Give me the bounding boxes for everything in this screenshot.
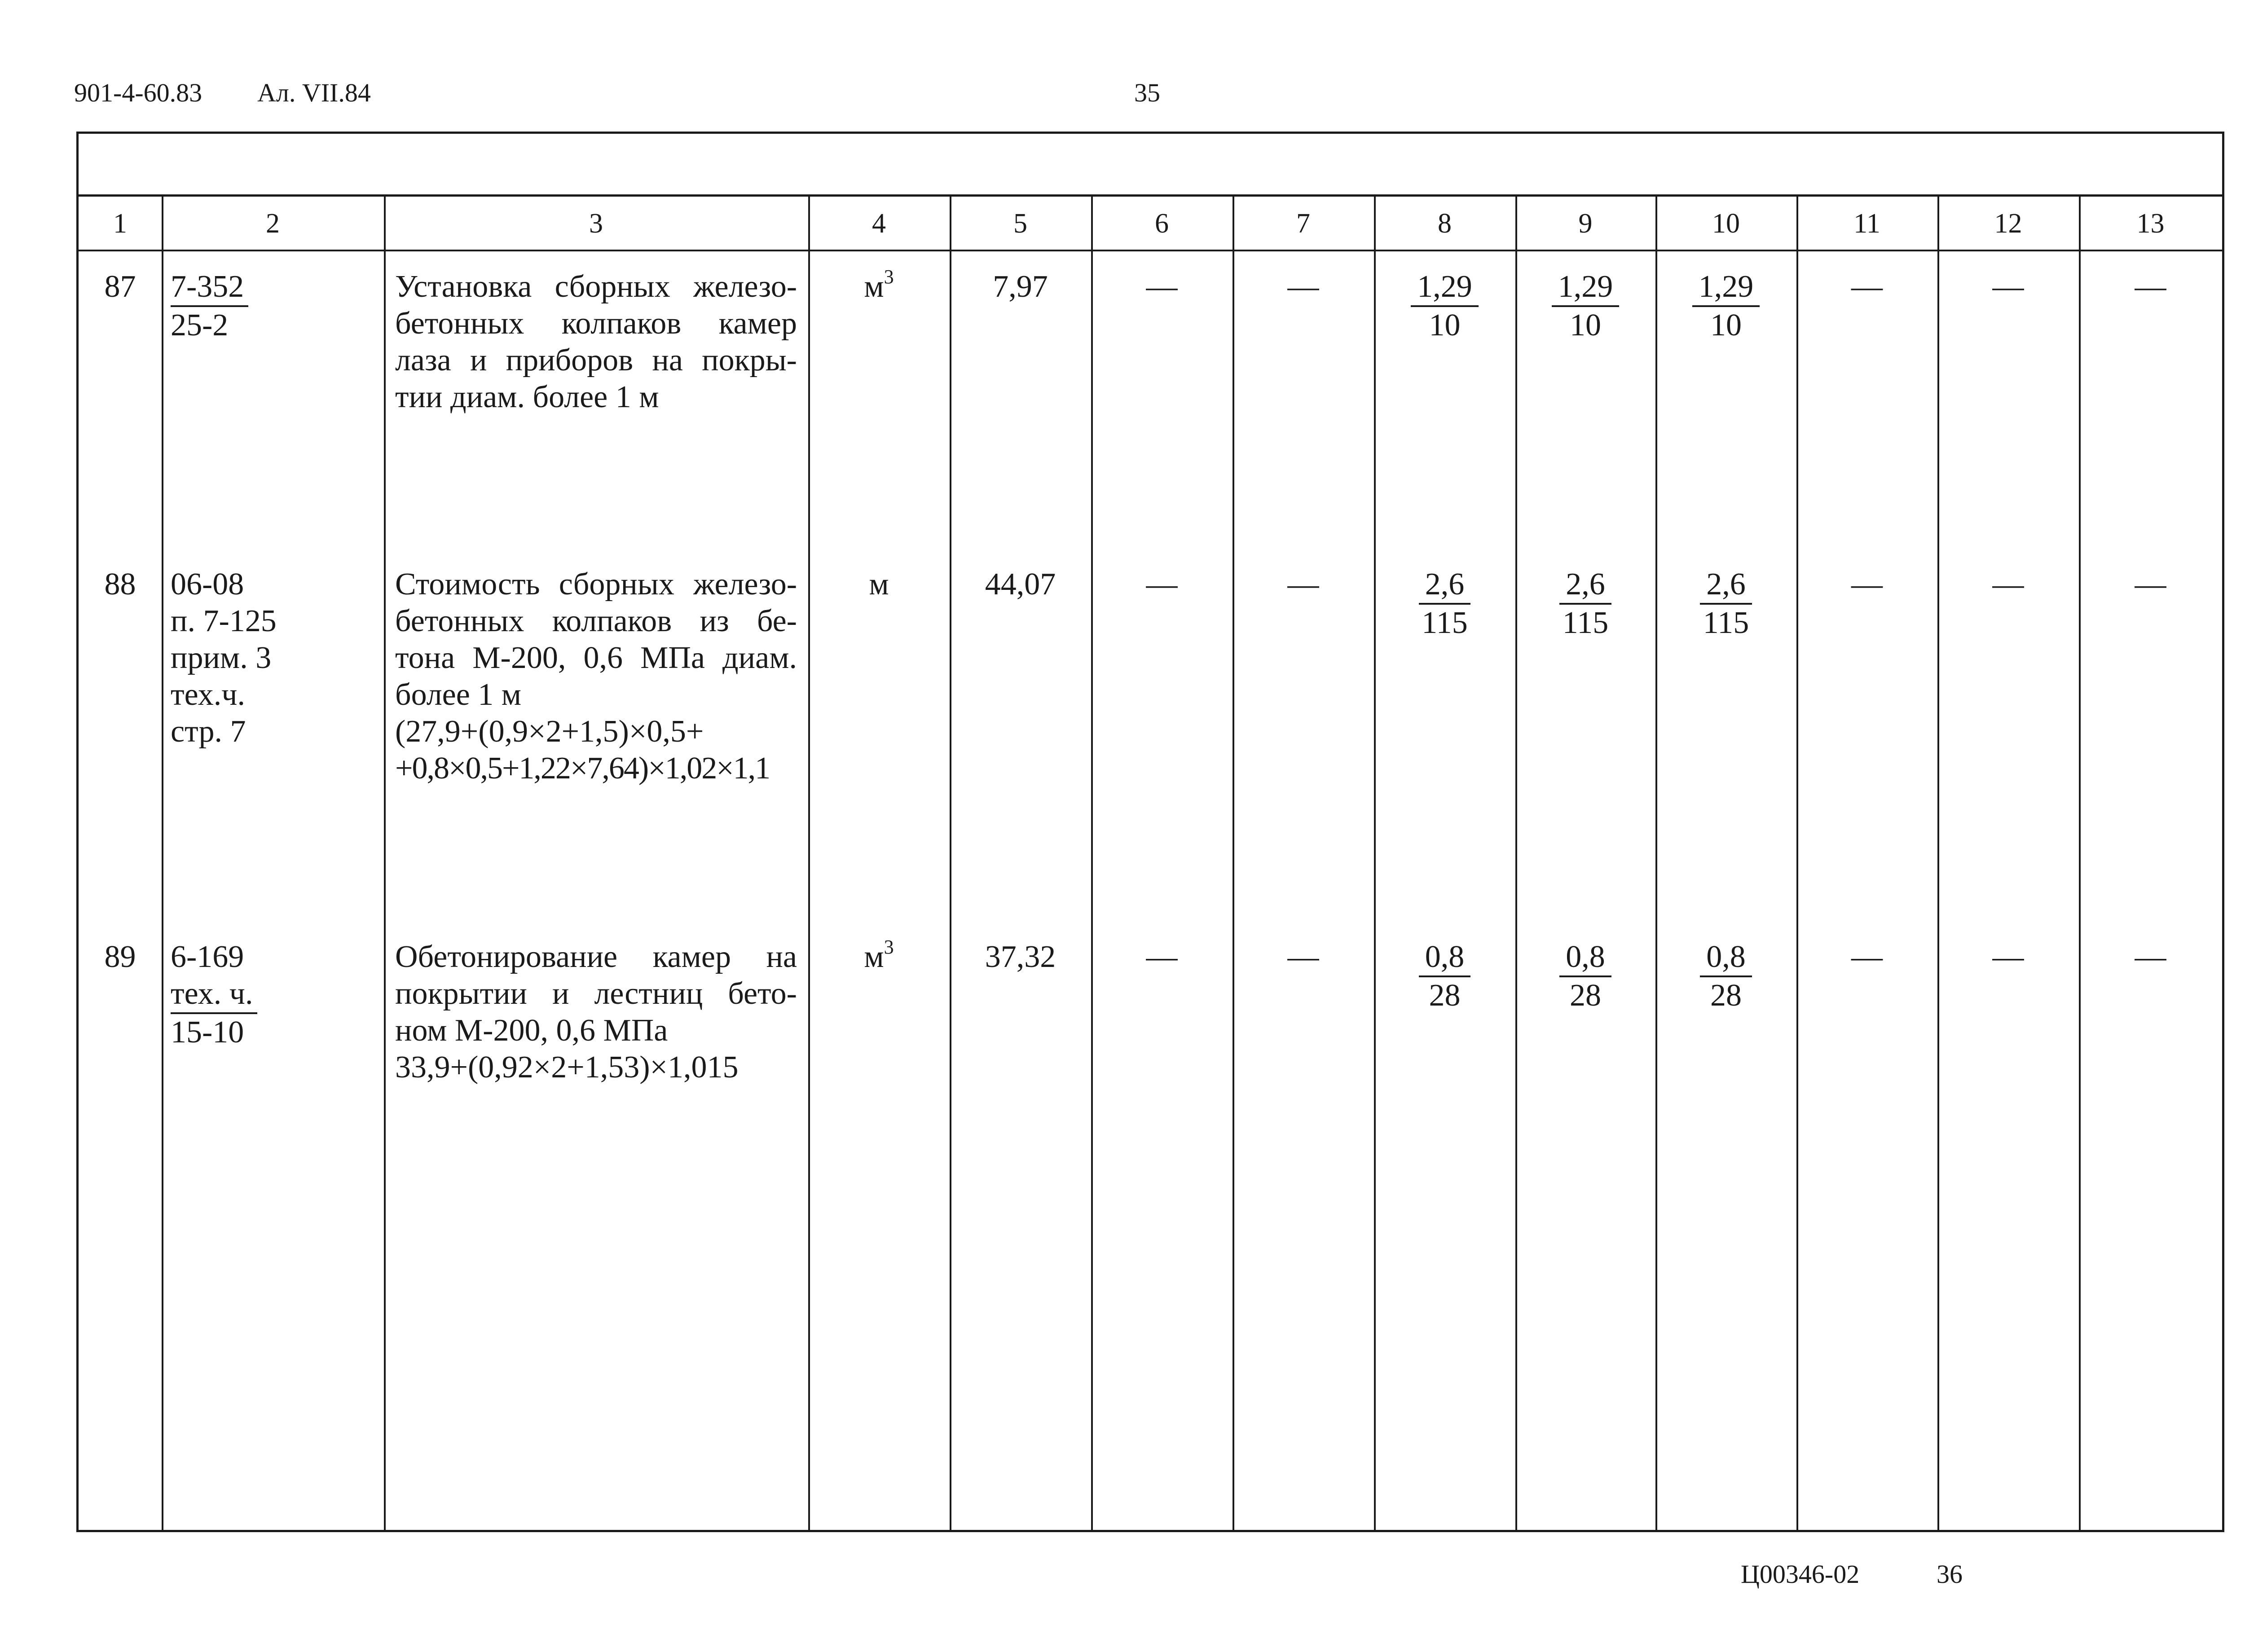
row-number: 89 (104, 940, 136, 974)
fraction-numerator: 0,8 (1700, 939, 1752, 977)
description-line: Обетонирование камер на (395, 940, 797, 974)
description-line: бетонных колпаков камер (395, 306, 797, 341)
column-number-10: 10 (1712, 208, 1740, 239)
norm-code-line: тех.ч. (171, 677, 245, 712)
description-line: покрытии и лестниц бето- (395, 976, 797, 1011)
fraction-numerator: 2,6 (1559, 566, 1611, 605)
col10-fraction (1655, 939, 1796, 1014)
col7-value: — (1287, 269, 1319, 304)
estimate-table (76, 132, 2224, 1532)
col12-value: — (1992, 269, 2024, 304)
column-divider (1515, 194, 1517, 1530)
column-divider (2079, 194, 2081, 1530)
norm-code-numerator: 7-352 (171, 268, 248, 307)
norm-code (171, 939, 257, 1051)
unit (808, 265, 950, 305)
unit (808, 936, 950, 975)
col7-value: — (1287, 940, 1319, 974)
norm-code-numerator: тех. ч. (171, 975, 257, 1014)
norm-code (171, 268, 248, 344)
column-divider (1091, 194, 1093, 1530)
unit-superscript: 3 (884, 936, 894, 958)
column-divider (162, 194, 163, 1530)
fraction-denominator: 10 (1710, 308, 1742, 343)
unit-text: м (864, 269, 884, 304)
norm-code-line: прим. 3 (171, 641, 272, 675)
column-number-7: 7 (1296, 208, 1310, 239)
row-number: 87 (104, 269, 136, 304)
column-number-5: 5 (1013, 208, 1027, 239)
footer-page-number: 36 (1937, 1560, 1963, 1589)
column-number-12: 12 (1994, 208, 2022, 239)
col6-value: — (1146, 567, 1178, 602)
fraction-denominator: 10 (1570, 308, 1601, 343)
fraction-denominator: 28 (1429, 978, 1461, 1013)
column-divider (1233, 194, 1234, 1530)
col6-value: — (1146, 269, 1178, 304)
description-line: (27,9+(0,9×2+1,5)×0,5+ (395, 714, 704, 749)
page-number: 35 (1134, 78, 1160, 107)
col10-fraction (1655, 566, 1796, 641)
col6-value: — (1146, 940, 1178, 974)
column-divider (1374, 194, 1376, 1530)
fraction-denominator: 28 (1570, 978, 1601, 1013)
col8-fraction (1374, 566, 1515, 641)
col13-value: — (2135, 567, 2166, 602)
col12-value: — (1992, 940, 2024, 974)
unit-text: м (864, 940, 884, 974)
norm-code-line: стр. 7 (171, 714, 246, 749)
column-number-11: 11 (1853, 208, 1880, 239)
col11-value: — (1851, 567, 1883, 602)
unit: м (869, 567, 889, 602)
header-row-divider (79, 250, 2222, 251)
fraction-denominator: 10 (1429, 308, 1461, 343)
norm-code-line: п. 7-125 (171, 604, 277, 638)
column-number-4: 4 (872, 208, 886, 239)
col13-value: — (2135, 269, 2166, 304)
column-divider (808, 194, 810, 1530)
fraction-denominator: 115 (1562, 606, 1609, 640)
album-code: Ал. VII.84 (257, 78, 371, 107)
column-divider (950, 194, 951, 1530)
norm-code-line: 6-169 (171, 940, 244, 974)
fraction-numerator: 0,8 (1559, 939, 1611, 977)
description-line: +0,8×0,5+1,22×7,64)×1,02×1,1 (395, 751, 770, 786)
fraction-numerator: 1,29 (1411, 268, 1479, 307)
fraction-denominator: 115 (1703, 606, 1749, 640)
norm-code (171, 566, 277, 750)
description-line: тии диам. более 1 м (395, 380, 659, 414)
column-number-3: 3 (589, 208, 603, 239)
work-description (395, 939, 797, 1086)
unit-superscript: 3 (884, 265, 894, 288)
col9-fraction (1515, 268, 1655, 344)
fraction-denominator: 28 (1710, 978, 1742, 1013)
quantity: 37,32 (985, 940, 1056, 974)
col9-fraction (1515, 939, 1655, 1014)
norm-code-denominator: 25-2 (171, 308, 229, 343)
footer-document-code: Ц00346-02 (1741, 1560, 1860, 1589)
fraction-numerator: 2,6 (1700, 566, 1752, 605)
fraction-numerator: 1,29 (1692, 268, 1760, 307)
column-number-2: 2 (266, 208, 280, 239)
column-number-6: 6 (1155, 208, 1169, 239)
description-line: Установка сборных железо- (395, 269, 797, 304)
document-code: 901-4-60.83 (74, 78, 202, 107)
col9-fraction (1515, 566, 1655, 641)
work-description (395, 268, 797, 416)
column-number-13: 13 (2136, 208, 2165, 239)
col8-fraction (1374, 268, 1515, 344)
quantity: 44,07 (985, 567, 1056, 602)
column-number-8: 8 (1438, 208, 1452, 239)
fraction-denominator: 115 (1422, 606, 1468, 640)
column-divider (1937, 194, 1939, 1530)
fraction-numerator: 0,8 (1419, 939, 1471, 977)
col11-value: — (1851, 269, 1883, 304)
col11-value: — (1851, 940, 1883, 974)
norm-code-line: 06-08 (171, 567, 244, 602)
column-divider (384, 194, 386, 1530)
column-number-1: 1 (113, 208, 127, 239)
column-divider (1796, 194, 1798, 1530)
description-line: тона М-200, 0,6 МПа диам. (395, 641, 797, 675)
column-number-9: 9 (1578, 208, 1593, 239)
fraction-numerator: 2,6 (1419, 566, 1471, 605)
norm-code-denominator: 15-10 (171, 1015, 244, 1050)
description-line: 33,9+(0,92×2+1,53)×1,015 (395, 1050, 739, 1085)
column-divider (1655, 194, 1657, 1530)
description-line: бетонных колпаков из бе- (395, 604, 797, 638)
col10-fraction (1655, 268, 1796, 344)
col13-value: — (2135, 940, 2166, 974)
quantity: 7,97 (993, 269, 1048, 304)
col12-value: — (1992, 567, 2024, 602)
col8-fraction (1374, 939, 1515, 1014)
description-line: более 1 м (395, 677, 522, 712)
description-line: ном М-200, 0,6 МПа (395, 1013, 668, 1048)
table-title-band (79, 134, 2222, 197)
col7-value: — (1287, 567, 1319, 602)
row-number: 88 (104, 567, 136, 602)
work-description (395, 566, 797, 787)
description-line: Стоимость сборных железо- (395, 567, 797, 602)
description-line: лаза и приборов на покры- (395, 343, 797, 378)
fraction-numerator: 1,29 (1552, 268, 1620, 307)
